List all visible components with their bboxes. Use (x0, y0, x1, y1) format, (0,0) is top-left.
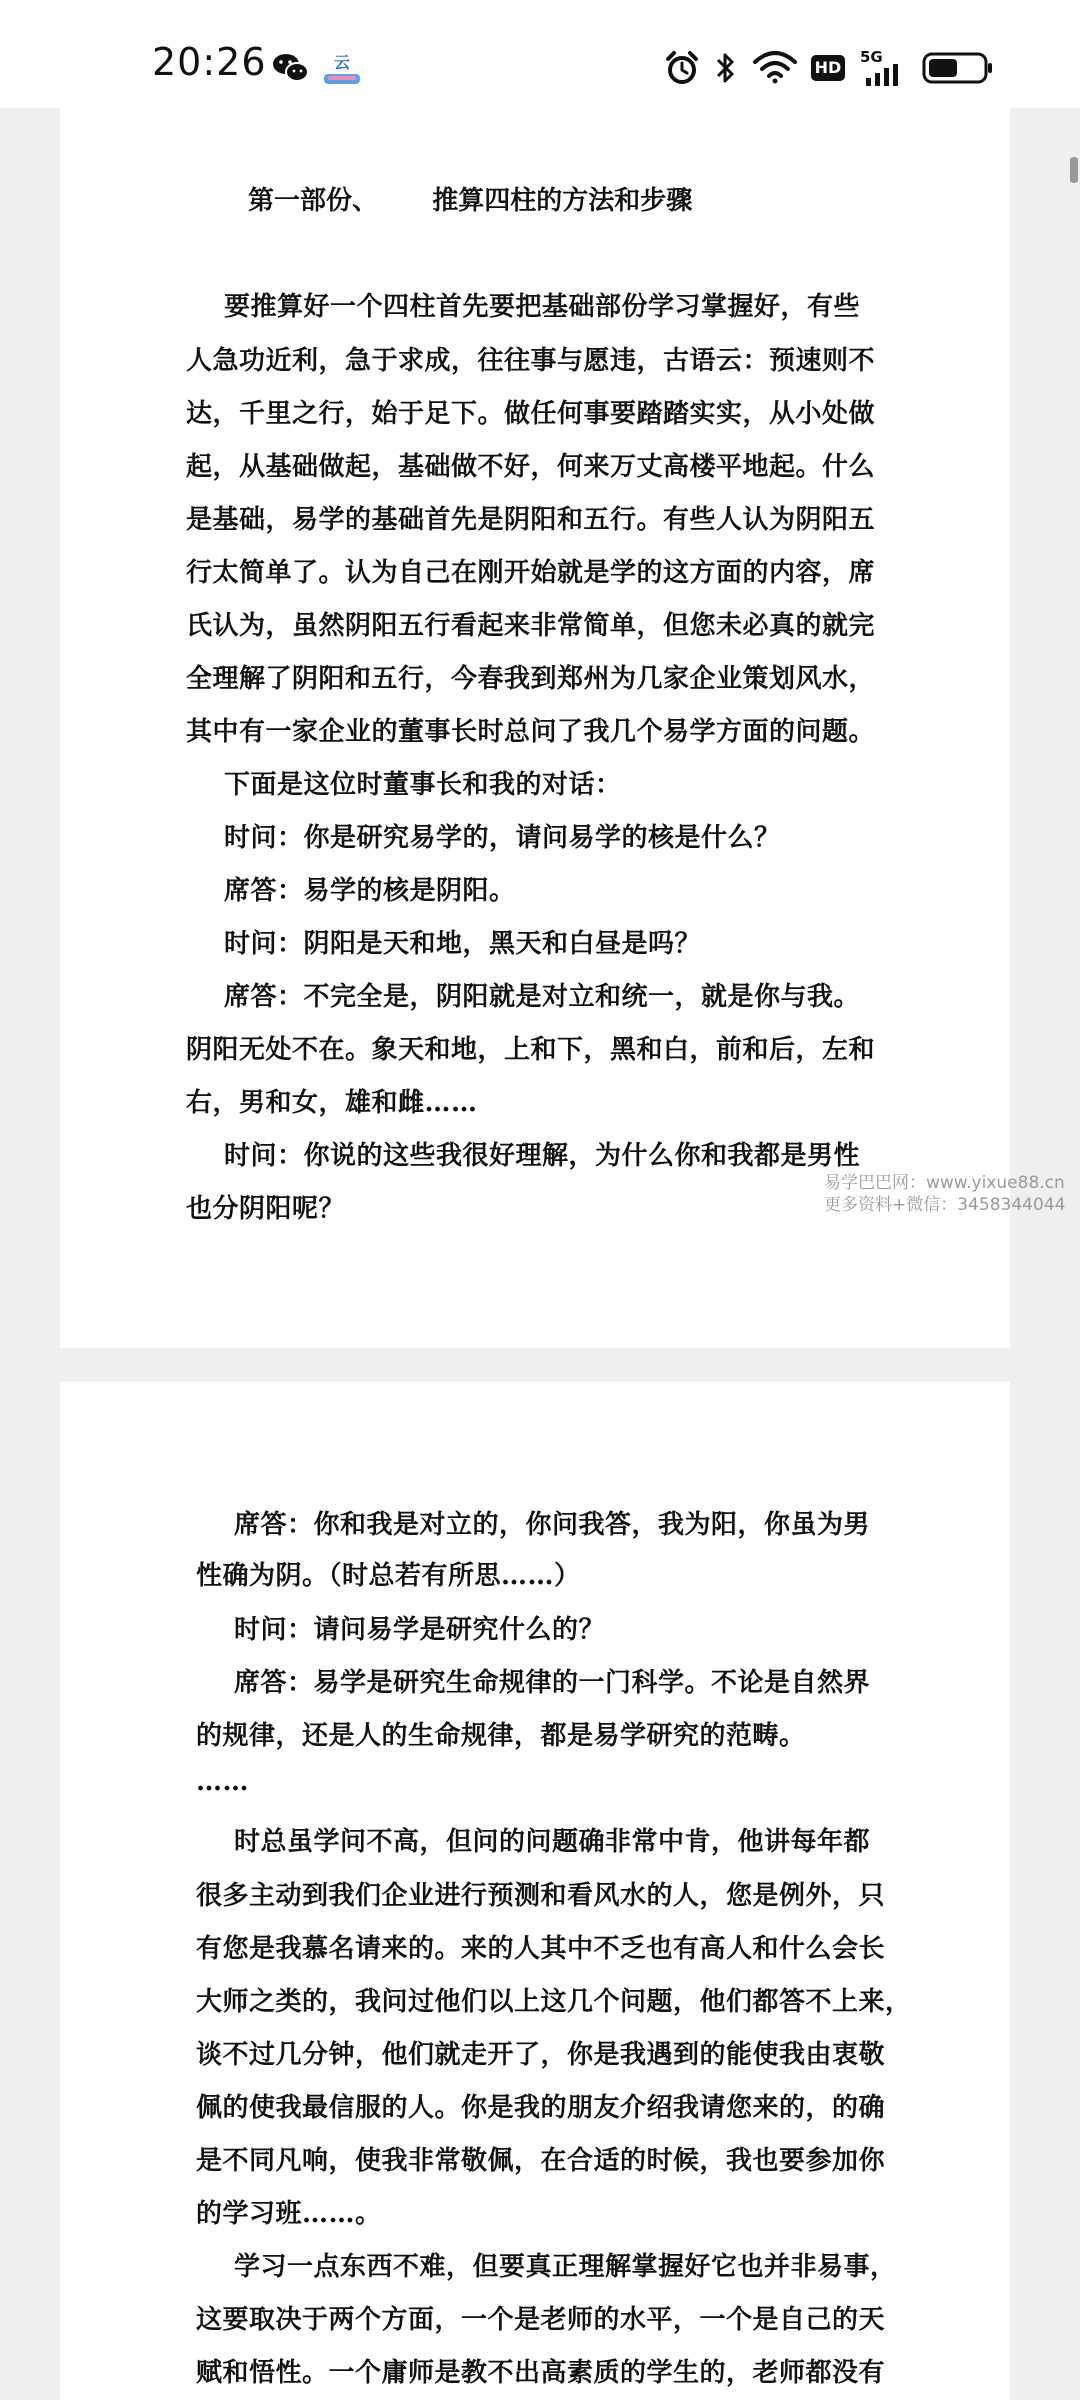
text-line: 起，从基础做起，基础做不好，何来万丈高楼平地起。什么 (186, 452, 876, 482)
text-line: 很多主动到我们企业进行预测和看风水的人，您是例外，只 (196, 1881, 886, 1911)
wifi-icon (752, 50, 798, 84)
text-line: 席答：你和我是对立的，你问我答，我为阳，你虽为男 (234, 1510, 871, 1540)
text-line: 氏认为，虽然阴阳五行看起来非常简单，但您未必真的就完 (186, 611, 876, 641)
text-line: 性确为阴。（时总若有所思……） (196, 1561, 581, 1591)
wechat-icon (272, 52, 310, 84)
text-line: 时问：阴阳是天和地，黑天和白昼是吗？ (224, 929, 702, 959)
document-page-1 (60, 108, 1010, 1348)
text-line: 全理解了阴阳和五行，今春我到郑州为几家企业策划风水， (186, 664, 876, 694)
text-line: 赋和悟性。一个庸师是教不出高素质的学生的，老师都没有 (196, 2358, 886, 2388)
watermark (824, 1172, 1065, 1216)
text-line: 达，千里之行，始于足下。做任何事要踏踏实实，从小处做 (186, 399, 876, 429)
status-time: 20:26 (152, 40, 267, 84)
text-line: 右，男和女，雄和雌…… (186, 1088, 478, 1118)
text-line: 这要取决于两个方面，一个是老师的水平，一个是自己的天 (196, 2305, 886, 2335)
text-line: 大师之类的，我问过他们以上这几个问题，他们都答不上来， (196, 1987, 912, 2017)
text-line: 有您是我慕名请来的。来的人其中不乏也有高人和什么会长 (196, 1934, 886, 1964)
text-line: 时问：你是研究易学的，请问易学的核是什么？ (224, 823, 781, 853)
bluetooth-icon (714, 50, 738, 86)
hd-icon: HD (811, 55, 845, 81)
text-line: 时问：你说的这些我很好理解，为什么你和我都是男性 (224, 1141, 861, 1171)
text-line: 席答：不完全是，阴阳就是对立和统一，就是你与我。 (224, 982, 861, 1012)
text-line: 是基础，易学的基础首先是阴阳和五行。有些人认为阴阳五 (186, 505, 876, 535)
text-line: 谈不过几分钟，他们就走开了，你是我遇到的能使我由衷敬 (196, 2040, 886, 2070)
alarm-icon (664, 50, 700, 86)
text-line: 下面是这位时董事长和我的对话： (224, 770, 622, 800)
watermark-line: 更多资料+微信：3458344044 (824, 1195, 1066, 1215)
battery-icon (922, 52, 994, 84)
text-line: 席答：易学是研究生命规律的一门科学。不论是自然界 (234, 1668, 871, 1698)
text-line: 是不同凡响，使我非常敬佩，在合适的时候，我也要参加你 (196, 2146, 886, 2176)
text-line: 也分阴阳呢？ (186, 1194, 346, 1224)
text-line: 的规律，还是人的生命规律，都是易学研究的范畴。 (196, 1721, 806, 1751)
document-page-2 (60, 1382, 1010, 2400)
watermark-line: 易学巴巴网：www.yixue88.cn (824, 1173, 1065, 1193)
signal-icon (866, 64, 902, 86)
text-line: 佩的使我最信服的人。你是我的朋友介绍我请您来的，的确 (196, 2093, 886, 2123)
text-line: 的学习班……。 (196, 2199, 382, 2229)
text-line: 席答：易学的核是阴阳。 (224, 876, 516, 906)
text-line: …… (196, 1767, 249, 1797)
text-line: 人急功近利，急于求成，往往事与愿违，古语云：预速则不 (186, 346, 876, 376)
5g-label: 5G (860, 48, 883, 66)
cloud-app-icon (322, 48, 362, 86)
text-line: 其中有一家企业的董事长时总问了我几个易学方面的问题。 (186, 717, 876, 747)
text-line: 阴阳无处不在。象天和地，上和下，黑和白，前和后，左和 (186, 1035, 876, 1065)
text-line: 时问：请问易学是研究什么的？ (234, 1615, 606, 1645)
svg-text:云: 云 (333, 53, 351, 72)
text-line: 学习一点东西不难，但要真正理解掌握好它也并非易事， (234, 2252, 897, 2282)
section-heading: 第一部份、 推算四柱的方法和步骤 (248, 186, 693, 216)
text-line: 要推算好一个四柱首先要把基础部份学习掌握好，有些 (224, 292, 861, 322)
scrollbar-thumb[interactable] (1070, 157, 1078, 183)
status-bar (0, 0, 1080, 108)
text-line: 行太简单了。认为自己在刚开始就是学的这方面的内容，席 (186, 558, 876, 588)
text-line: 时总虽学问不高，但问的问题确非常中肯，他讲每年都 (234, 1827, 871, 1857)
